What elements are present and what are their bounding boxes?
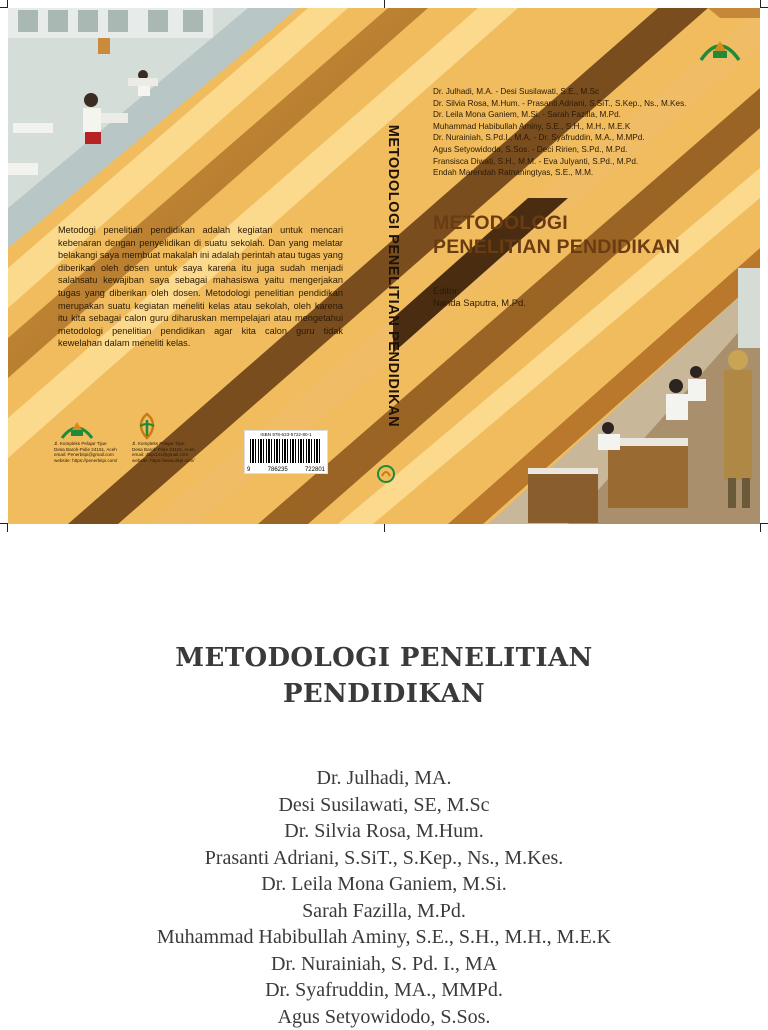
barcode-digit-group: 722801 [305, 467, 325, 473]
isbn-number: ISBN 978-623-5722-80-1 [245, 432, 327, 437]
spine-title: METODOLOGI PENELITIAN PENDIDIKAN [385, 125, 401, 428]
author-name: Agus Setyowidodo, S.Sos. [0, 1004, 768, 1030]
distributor-address-line: Jl. Kompleks Pelajar Tijue [132, 441, 195, 447]
crop-mark [760, 0, 761, 8]
barcode-bars [250, 439, 322, 463]
front-logo-icon [698, 34, 742, 62]
cover-author-line: Dr. Silvia Rosa, M.Hum. - Prasanti Adriani, S.SiT., S.Kep., Ns., M.Kes. [433, 98, 686, 110]
distributor-email: email: dlkpi141@gmail.com [132, 452, 195, 458]
cover-author-line: Dr. Nurainiah, S.Pd.I., M.A. - Dr. Syafruddin, M.A., M.MPd. [433, 132, 686, 144]
publisher-email: email: Penerbitpi@gmail.com [54, 452, 117, 458]
stripe [708, 8, 760, 18]
back-cover-description: Metodogi penelitian pendidikan adalah kegiatan untuk mencari kebenaran dengan penyelidikan di suatu sekolah. Dan yang melatar belakangi saya membuat makalah ini adalah perintah atau tugas yang diberikan oleh dosen untuk saya karena itu juga sudah menjadi salahsatu kewajiban saya sebagai mahasiswa yaitu mengerjakan tugas yang diberikan oleh dosen. Metodologi penelitian pendidikan merupakan suatu kegiatan meneliti kelas atau sekolah, oleh karena itu kita sebagai calon guru diharuskan mempelajari atau mengetahui metodologi penelitian pendidikan agar kita calon guru tidak kewelahan dalam meneliti kelas. [58, 224, 343, 350]
publisher-address [54, 441, 117, 463]
crop-mark [384, 524, 385, 532]
cover-author-line: Muhammad Habibullah Aminy, S.E., S.H., M.H., M.E.K [433, 121, 686, 133]
editor-name: Nanda Saputra, M.Pd. [433, 297, 526, 309]
distributor-logo-icon [134, 412, 160, 440]
cover-author-list [433, 86, 686, 179]
author-name: Dr. Leila Mona Ganiem, M.Si. [0, 871, 768, 898]
isbn-barcode [244, 430, 328, 474]
author-name: Dr. Silvia Rosa, M.Hum. [0, 818, 768, 845]
author-name: Dr. Syafruddin, MA., MMPd. [0, 977, 768, 1004]
publisher-logo-icon [60, 416, 94, 440]
publisher-website: website: https://penerbitpi.com/ [54, 458, 117, 464]
crop-mark [7, 524, 8, 532]
author-list [0, 765, 768, 1030]
cover-author-line: Dr. Leila Mona Ganiem, M.Si. - Sarah Fazilla, M.Pd. [433, 109, 686, 121]
editor-label: Editor: [433, 285, 526, 297]
crop-mark [760, 7, 768, 8]
cover-title-line: PENELITIAN PENDIDIKAN [433, 235, 680, 259]
distributor-address [132, 441, 195, 463]
cover-author-line: Agus Setyowidodo, S.Sos. - Deci Ririen, S.Pd., M.Pd. [433, 144, 686, 156]
page-title [0, 640, 768, 712]
author-name: Prasanti Adriani, S.SiT., S.Kep., Ns., M.Kes. [0, 845, 768, 872]
distributor-address-line: Desa Baroh-Pidie 24151, Aceh [132, 447, 195, 453]
barcode-digit-group: 9 [247, 467, 250, 473]
publisher-address-line: Desa Baroh-Pidie 24151, Aceh [54, 447, 117, 453]
author-name: Muhammad Habibullah Aminy, S.E., S.H., M.H., M.E.K [0, 924, 768, 951]
cover-editor [433, 285, 526, 309]
crop-mark [7, 0, 8, 8]
author-name: Sarah Fazilla, M.Pd. [0, 898, 768, 925]
cover-title [433, 211, 680, 259]
publisher-address-line: Jl. Kompleks Pelajar Tijue [54, 441, 117, 447]
crop-mark [760, 524, 761, 532]
barcode-digit-group: 786235 [268, 467, 288, 473]
cover-author-line: Endah Marendah Ratnaningtyas, S.E., M.M. [433, 167, 686, 179]
cover-title-line: METODOLOGI [433, 211, 680, 235]
crop-mark [760, 523, 768, 524]
author-name: Desi Susilawati, SE, M.Sc [0, 792, 768, 819]
page-title-line: METODOLOGI PENELITIAN [0, 640, 768, 676]
cover-author-line: Fransisca Diwati, S.H., M.M. - Eva Julyanti, S.Pd., M.Pd. [433, 156, 686, 168]
cover-author-line: Dr. Julhadi, M.A. - Desi Susilawati, S.E., M.Sc [433, 86, 686, 98]
distributor-website: website: https://www.dkpi.com/ [132, 458, 195, 464]
book-cover [8, 8, 760, 524]
author-name: Dr. Julhadi, MA. [0, 765, 768, 792]
author-name: Dr. Nurainiah, S. Pd. I., MA [0, 951, 768, 978]
crop-mark [384, 0, 385, 8]
barcode-digits [247, 467, 325, 473]
page-title-line: PENDIDIKAN [0, 676, 768, 712]
spine-logo-icon [376, 464, 396, 484]
